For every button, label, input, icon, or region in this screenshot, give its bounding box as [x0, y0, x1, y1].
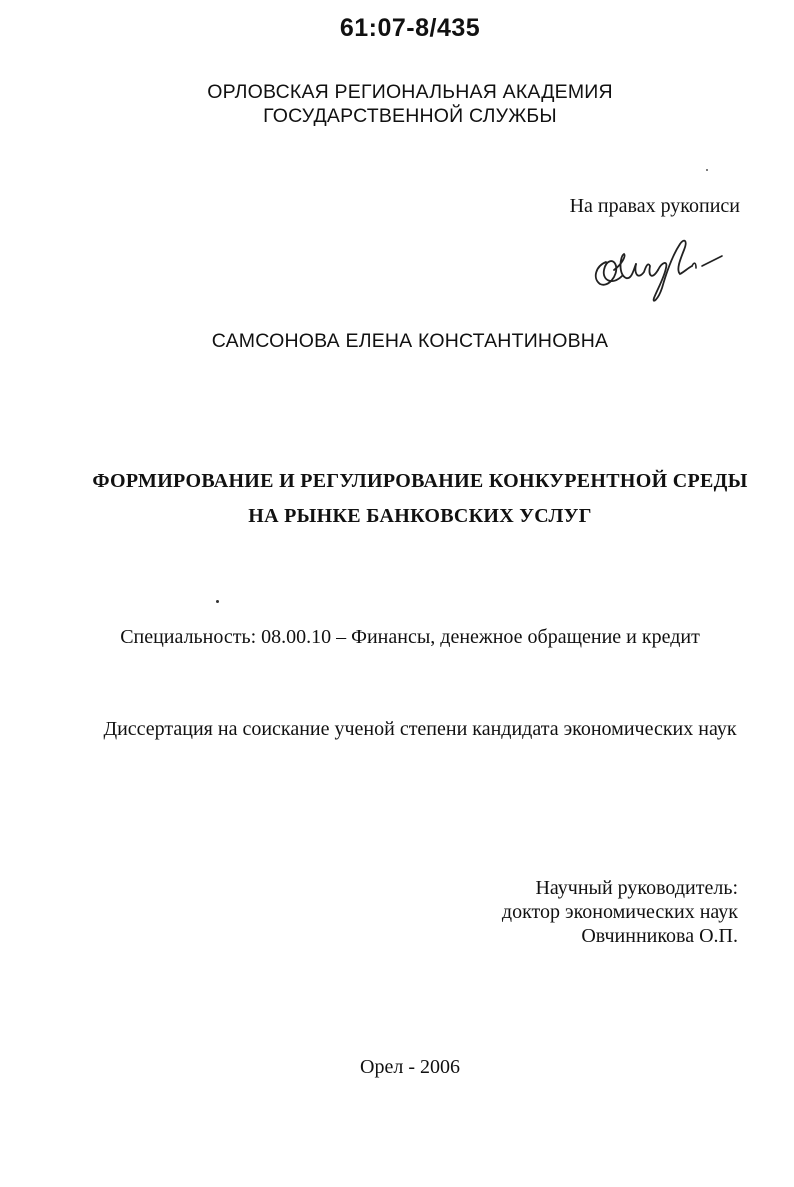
specialty: Специальность: 08.00.10 – Финансы, денежное обращение и кредит: [120, 626, 700, 648]
author-signature: [588, 226, 728, 306]
supervisor-name: Овчинникова О.П.: [581, 925, 738, 947]
supervisor-block: [502, 876, 738, 948]
supervisor-degree: доктор экономических наук: [501, 901, 738, 923]
catalog-number: 61:07-8/435: [339, 14, 481, 42]
institution-line-1: ОРЛОВСКАЯ РЕГИОНАЛЬНАЯ АКАДЕМИЯ: [207, 81, 613, 103]
author-name: САМСОНОВА ЕЛЕНА КОНСТАНТИНОВНА: [211, 330, 609, 352]
supervisor-label: Научный руководитель:: [535, 877, 738, 899]
place-year: Орел - 2006: [360, 1056, 460, 1078]
institution-line-2: ГОСУДАРСТВЕННОЙ СЛУЖБЫ: [263, 105, 557, 127]
dissertation-title: [60, 464, 780, 534]
institution-name: [200, 80, 620, 128]
scan-speck: [216, 600, 219, 603]
dissertation-degree: Диссертация на соискание ученой степени кандидата экономических наук: [103, 718, 737, 740]
scan-speck: [706, 169, 708, 171]
title-line-1: ФОРМИРОВАНИЕ И РЕГУЛИРОВАНИЕ КОНКУРЕНТНОЙ СРЕДЫ: [92, 470, 748, 492]
rights-note: На правах рукописи: [569, 195, 740, 217]
title-line-2: НА РЫНКЕ БАНКОВСКИХ УСЛУГ: [248, 505, 592, 527]
